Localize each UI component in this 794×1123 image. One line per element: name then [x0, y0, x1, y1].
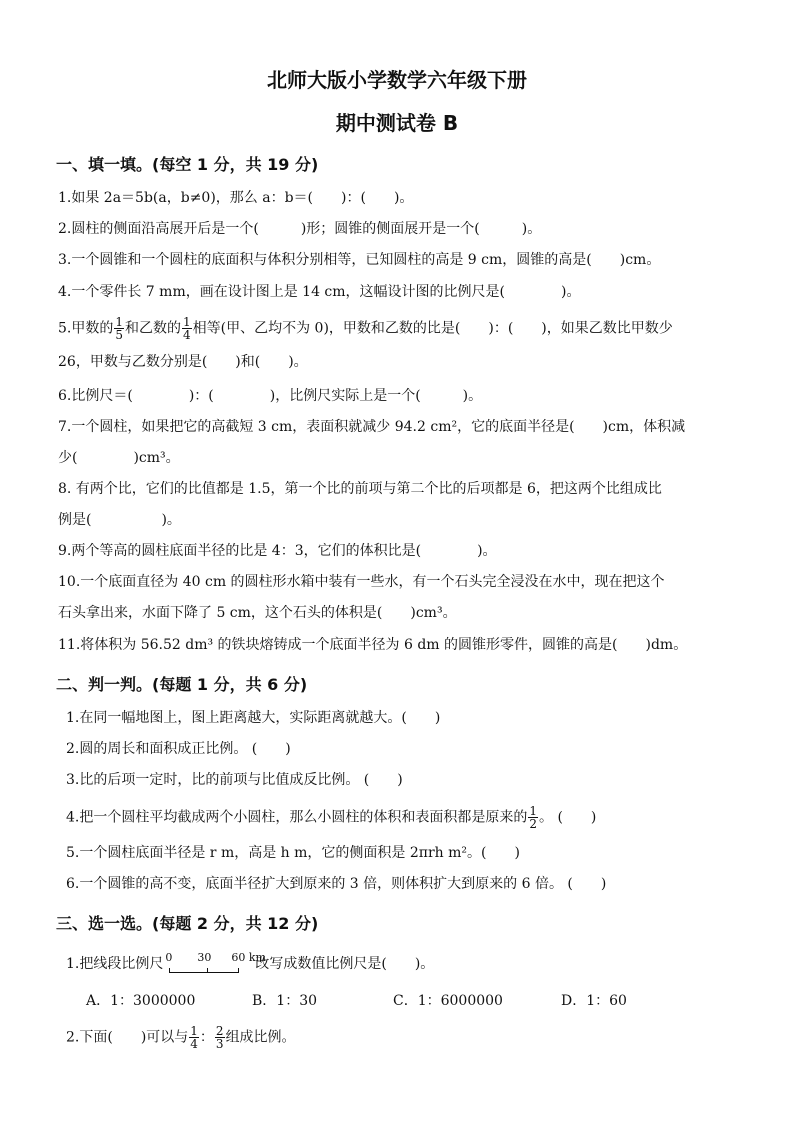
s1-question-7-line2: 少( )cm³。 [58, 450, 180, 466]
s3-question-2 [66, 1025, 296, 1050]
q5-fraction-2-numerator: 1 [183, 315, 191, 329]
s2-question-2: 2.圆的周长和面积成正比例。 ( ) [66, 741, 291, 757]
s1-question-8-line2: 例是( )。 [58, 512, 181, 528]
section1-heading: 一、填一填。(每空 1 分，共 19 分) [56, 155, 319, 174]
s3-q2-fraction-2 [215, 1025, 225, 1050]
s1-question-5-line2: 26，甲数与乙数分别是( )和( )。 [58, 354, 308, 370]
s2-question-5: 5.一个圆柱底面半径是 r m，高是 h m，它的侧面积是 2πrh m²。( ) [66, 845, 520, 861]
s1-question-10-line1: 10.一个底面直径为 40 cm 的圆柱形水箱中装有一些水，有一个石头完全浸没在水中，现在把这个 [58, 574, 665, 590]
s3-question-1 [66, 951, 435, 974]
q5-fraction-2-denominator: 4 [183, 328, 191, 342]
s1-question-5 [58, 316, 673, 341]
s1-question-6: 6.比例尺＝( )：( )，比例尺实际上是一个( )。 [58, 388, 483, 404]
s3-q1-option-b: B．1：30 [252, 993, 318, 1009]
scale-bar-line [169, 968, 239, 973]
s2-question-4 [66, 805, 596, 830]
s3-q1-text-a: 1.把线段比例尺 [66, 956, 164, 972]
s1-question-4: 4.一个零件长 7 mm，画在设计图上是 14 cm，这幅设计图的比例尺是( )。 [58, 284, 581, 300]
line-scale-bar [165, 951, 266, 974]
s2-q4-fraction-denominator: 2 [529, 817, 537, 831]
s1-question-9: 9.两个等高的圆柱底面半径的比是 4：3，它们的体积比是( )。 [58, 543, 497, 559]
q5-text-a: 5.甲数的 [58, 320, 114, 337]
scale-label-0: 0 [165, 951, 173, 964]
q5-fraction-1 [114, 316, 124, 341]
s1-question-2: 2.圆柱的侧面沿高展开后是一个( )形；圆锥的侧面展开是一个( )。 [58, 221, 542, 237]
s1-question-8-line1: 8. 有两个比，它们的比值都是 1.5，第一个比的前项与第二个比的后项都是 6，把这两个比组成比 [58, 481, 662, 497]
s3-q1-text-b: 改写成数值比例尺是( )。 [255, 956, 435, 972]
s3-q2-fraction-2-numerator: 2 [215, 1024, 224, 1038]
s1-question-1: 1.如果 2a＝5b(a，b≠0)，那么 a：b＝( )：( )。 [58, 190, 414, 206]
s3-q1-option-a: A．1：3000000 [86, 993, 196, 1009]
s3-q2-text-a: 2.下面( )可以与 [66, 1029, 189, 1046]
s3-q1-option-c: C．1：6000000 [393, 993, 503, 1009]
s2-question-6: 6.一个圆锥的高不变，底面半径扩大到原来的 3 倍，则体积扩大到原来的 6 倍。 ( ) [66, 876, 607, 892]
page-subtitle: 期中测试卷 B [335, 111, 459, 135]
s2-q4-text-b: 。 ( ) [539, 809, 597, 826]
section2-heading: 二、判一判。(每题 1 分，共 6 分) [56, 675, 308, 694]
s1-question-7-line1: 7.一个圆柱，如果把它的高截短 3 cm，表面积就减少 94.2 cm²，它的底面半径是( )cm，体积减 [58, 419, 686, 435]
s2-q4-fraction-numerator: 1 [529, 804, 537, 818]
s3-q2-text-b: 组成比例。 [225, 1029, 296, 1046]
s3-q2-fraction-2-denominator: 3 [215, 1037, 224, 1051]
scale-label-60: 60 km [231, 951, 266, 964]
s2-question-1: 1.在同一幅地图上，图上距离越大，实际距离就越大。( ) [66, 710, 441, 726]
scale-bar-tick [207, 968, 208, 973]
page-title: 北师大版小学数学六年级下册 [267, 68, 527, 92]
q5-text-c: 相等(甲、乙均不为 0)，甲数和乙数的比是( )：( )，如果乙数比甲数少 [192, 320, 673, 337]
s3-q2-fraction-1 [189, 1025, 199, 1050]
s3-q1-option-d: D．1：60 [561, 993, 627, 1009]
q5-fraction-1-numerator: 1 [115, 315, 123, 329]
s3-q2-fraction-1-denominator: 4 [190, 1037, 198, 1051]
s1-question-10-line2: 石头拿出来，水面下降了 5 cm，这个石头的体积是( )cm³。 [58, 605, 457, 621]
s2-question-3: 3.比的后项一定时，比的前项与比值成反比例。 ( ) [66, 772, 403, 788]
s3-q2-colon: ： [199, 1029, 214, 1046]
q5-fraction-1-denominator: 5 [115, 328, 123, 342]
s2-q4-fraction [528, 805, 538, 830]
s1-question-11: 11.将体积为 56.52 dm³ 的铁块熔铸成一个底面半径为 6 dm 的圆锥形零件，圆锥的高是( )dm。 [58, 637, 688, 653]
s3-q2-fraction-1-numerator: 1 [190, 1024, 198, 1038]
scale-label-30: 30 [197, 951, 212, 964]
q5-text-b: 和乙数的 [125, 320, 181, 337]
s1-question-3: 3.一个圆锥和一个圆柱的底面积与体积分别相等，已知圆柱的高是 9 cm，圆锥的高是( )cm。 [58, 252, 661, 268]
q5-fraction-2 [182, 316, 192, 341]
section3-heading: 三、选一选。(每题 2 分，共 12 分) [56, 914, 319, 933]
s2-q4-text-a: 4.把一个圆柱平均截成两个小圆柱，那么小圆柱的体积和表面积都是原来的 [66, 809, 528, 826]
